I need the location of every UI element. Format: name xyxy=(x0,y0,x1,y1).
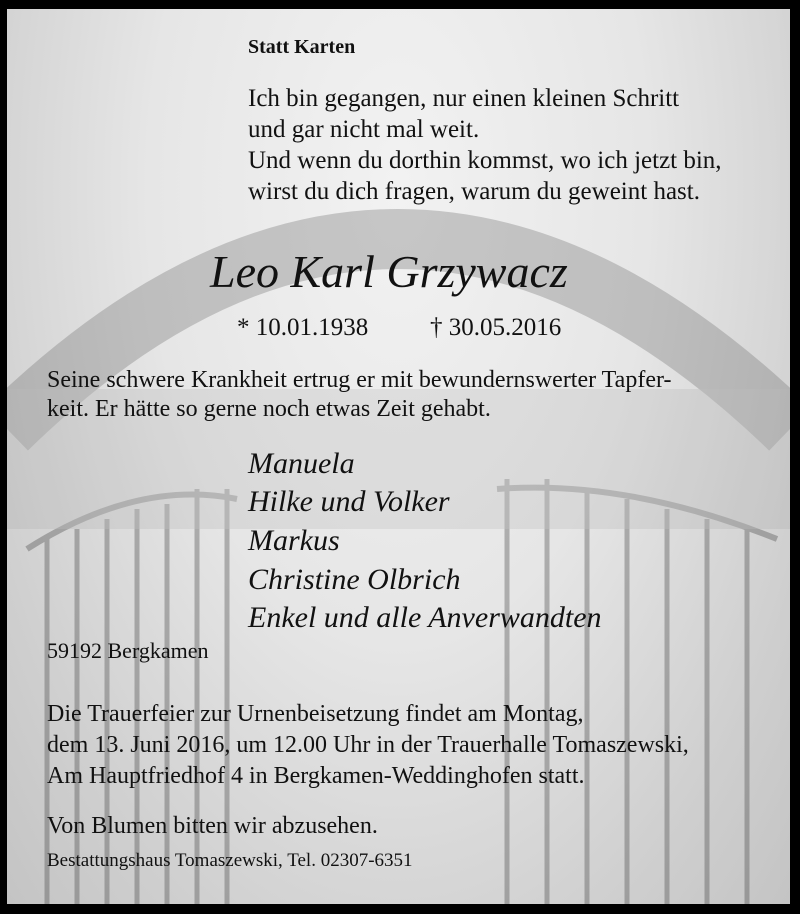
tribute-line: keit. Er hätte so gerne noch etwas Zeit gehabt. xyxy=(47,396,491,422)
family-member: Enkel und alle Anverwandten xyxy=(248,601,602,634)
ceremony-line: Am Hauptfriedhof 4 in Bergkamen-Weddinghofen statt. xyxy=(47,763,585,789)
obituary-notice xyxy=(7,9,790,904)
ceremony-line: dem 13. Juni 2016, um 12.00 Uhr in der Trauerhalle Tomaszewski, xyxy=(47,732,689,758)
flowers-note: Von Blumen bitten wir abzusehen. xyxy=(47,813,378,839)
header-title: Statt Karten xyxy=(248,36,356,58)
family-member: Hilke und Volker xyxy=(248,485,450,518)
poem-line: wirst du dich fragen, warum du geweint hast. xyxy=(248,178,700,205)
poem-line: Und wenn du dorthin kommst, wo ich jetzt bin, xyxy=(248,147,722,174)
family-member: Manuela xyxy=(248,447,355,480)
ceremony-line: Die Trauerfeier zur Urnenbeisetzung findet am Montag, xyxy=(47,701,584,727)
family-member: Christine Olbrich xyxy=(248,563,461,596)
tribute-line: Seine schwere Krankheit ertrug er mit bewundernswerter Tapfer- xyxy=(47,367,672,393)
death-date: † 30.05.2016 xyxy=(430,314,562,341)
birth-date: * 10.01.1938 xyxy=(237,314,369,341)
family-member: Markus xyxy=(248,524,340,557)
location: 59192 Bergkamen xyxy=(47,638,209,663)
deceased-name: Leo Karl Grzywacz xyxy=(210,246,568,297)
poem-line: und gar nicht mal weit. xyxy=(248,116,480,143)
poem-line: Ich bin gegangen, nur einen kleinen Schritt xyxy=(248,85,680,112)
funeral-home-contact: Bestattungshaus Tomaszewski, Tel. 02307-6351 xyxy=(47,850,413,871)
